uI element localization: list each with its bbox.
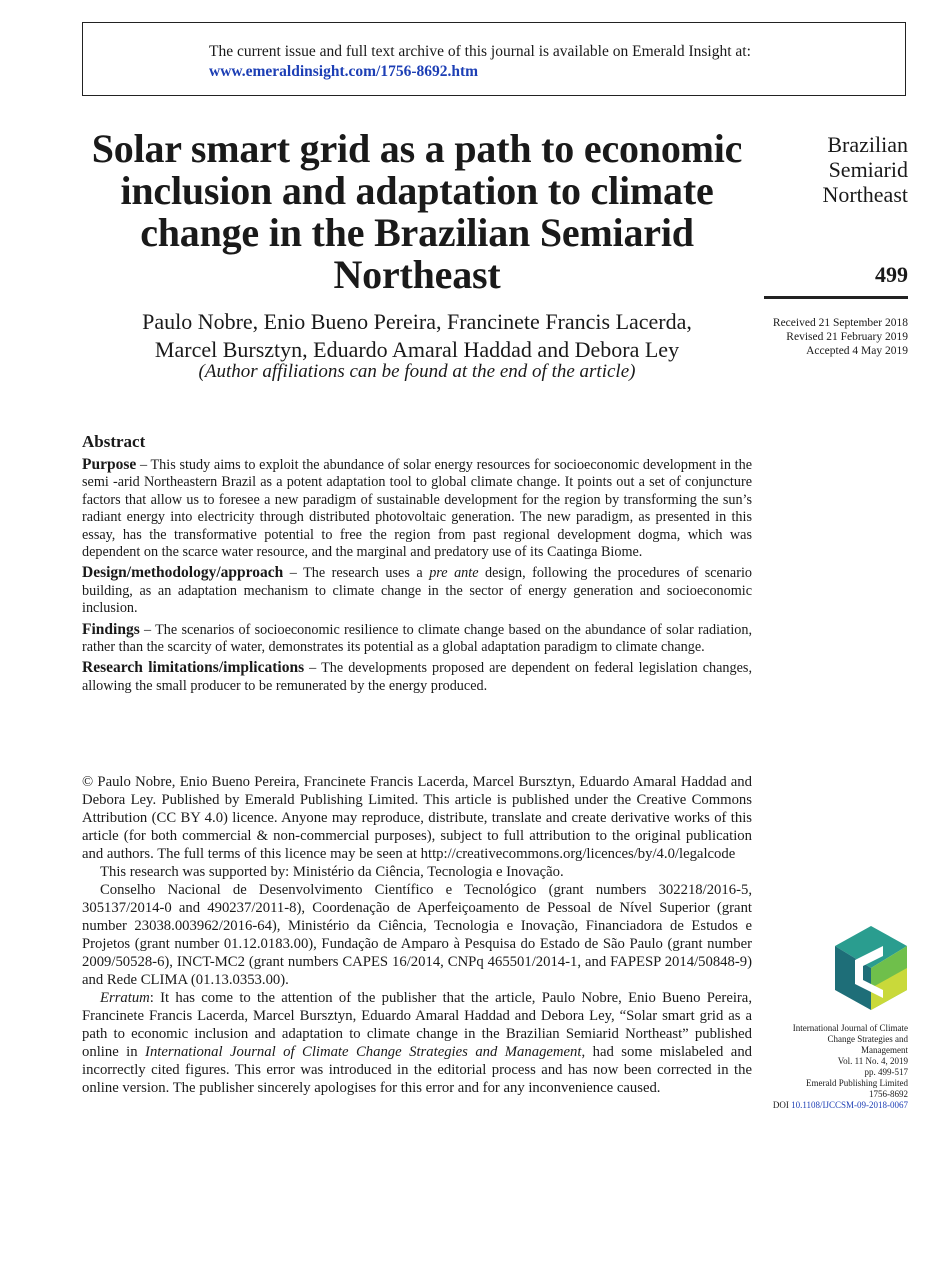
- emerald-publishing-logo-icon: [833, 924, 909, 1012]
- journal-availability-box: [82, 22, 906, 96]
- footnotes-section: [82, 773, 752, 1097]
- sidebar-rule: [764, 296, 908, 299]
- journal-issn: 1756-8692: [869, 1089, 908, 1099]
- limitations-label: Research limitations/implications: [82, 659, 305, 677]
- findings-label: Findings: [82, 620, 140, 638]
- erratum-note: [82, 989, 752, 1097]
- author-list: [82, 308, 752, 364]
- page-number: 499: [875, 262, 908, 287]
- erratum-text-1: : It has come to the attention of the publisher that the article, Paulo Nobre, Enio Bueno Pereira, Francinete Francis Lacerda, Marcel Bursztyn, Eduardo Amaral Haddad and Debora Ley, “Solar smart grid as a path to economic inclusion and adaptation to climate change in the Brazilian Semiarid Northeast” published online in: [82, 990, 752, 1060]
- limitations-text: – The developments proposed are dependent on federal legislation changes, allowing the small producer to be remunerated by the energy produced.: [82, 660, 752, 694]
- findings-text: – The scenarios of socioeconomic resilience to climate change based on the abundance of solar radiation, rather than the scarcity of water, demonstrates its potential as a global adaptation paradigm to climate change.: [82, 621, 752, 656]
- received-date: Received 21 September 2018: [772, 317, 908, 329]
- abstract-findings: [82, 621, 752, 657]
- running-title-line-2: Semiarid: [828, 157, 908, 182]
- journal-name-1: International Journal of Climate: [792, 1023, 908, 1033]
- accepted-date: Accepted 4 May 2019: [806, 345, 908, 357]
- copyright-note: © Paulo Nobre, Enio Bueno Pereira, Francinete Francis Lacerda, Marcel Bursztyn, Eduardo Amaral Haddad and Debora Ley. Published by Emerald Publishing Limited. This article is published under the Creative Commons Attribution (CC BY 4.0) licence. Anyone may reproduce, distribute, translate and create derivative works of this article (for both commercial & non-commercial purposes), subject to full attribution to the original publication and authors. The full terms of this licence may be seen at http://creativecommons.org/licences/by/4.0/legalcode: [82, 774, 752, 862]
- support-note: This research was supported by: Ministério da Ciência, Tecnologia e Inovação.: [100, 864, 564, 880]
- erratum-text-2: , had some mislabeled and incorrectly cited figures. This error was introduced in the editorial process and has now been corrected in the online version. The publisher sincerely apologises for this error and for any inconvenience caused.: [82, 1044, 753, 1096]
- doi-link[interactable]: 10.1108/IJCCSM-09-2018-0067: [791, 1100, 908, 1110]
- abstract-limitations: [82, 659, 752, 695]
- grants-note: Conselho Nacional de Desenvolvimento Científico e Tecnológico (grant numbers 302218/2016-5, 305137/2014-0 and 490237/2011-8), Coordenação de Aperfeiçoamento de Pessoal de Nível Superior (grant number 23038.003962/2016-64), Ministério da Ciência, Tecnologia e Inovação, Financiadora de Estudos e Projetos (grant number 01.12.0183.00), Fundação de Amparo à Pesquisa do Estado de São Paulo (grant number 2009/50528-6), INCT-MC2 (grant numbers CAPES 16/2014, CNPq 465501/2014-1, and FAPESP 2014/50848-9) and Rede CLIMA (01.13.0353.00).: [82, 882, 752, 988]
- abstract-section: [82, 432, 752, 698]
- design-text-emphasis: pre ante: [429, 565, 479, 582]
- abstract-purpose: [82, 456, 752, 561]
- design-label: Design/methodology/approach: [82, 564, 284, 582]
- article-title: Solar smart grid as a path to economic inclusion and adaptation to climate change in the Brazilian Semiarid Northeast: [91, 126, 743, 297]
- running-title-line-3: Northeast: [822, 182, 908, 207]
- purpose-text: – This study aims to exploit the abundance of solar energy resources for socioeconomic development in the semi -arid Northeastern Brazil as a potent adaptation tool to global climate change. It points out a set of conjuncture factors that allow us to foresee a new paradigm of sustainable development for the region by transforming the sun’s radiant energy into electricity through distributed photovoltaic generation. The new paradigm, as presented in this essay, has the transformative potential to free the region from past regional development dogma, which was dependent on the scarce water resource, and the marginal and predatory use of its Caatinga Biome.: [82, 457, 752, 561]
- history-dates: [773, 316, 908, 358]
- journal-volume: Vol. 11 No. 4, 2019: [837, 1056, 908, 1066]
- journal-name-2: Change Strategies and: [827, 1034, 908, 1044]
- journal-name-3: Management: [861, 1045, 908, 1055]
- running-title-line-1: Brazilian: [827, 132, 908, 157]
- journal-info: [768, 1023, 908, 1111]
- availability-text: The current issue and full text archive of this journal is available on Emerald Insight at:: [209, 43, 751, 60]
- erratum-journal: International Journal of Climate Change Strategies and Management: [145, 1044, 582, 1060]
- purpose-label: Purpose: [82, 456, 137, 473]
- erratum-label: Erratum: [100, 990, 150, 1006]
- abstract-heading: Abstract: [82, 432, 146, 451]
- design-text-pre: – The research uses a: [283, 565, 430, 582]
- authors-line-2: Marcel Bursztyn, Eduardo Amaral Haddad and Debora Ley: [154, 337, 680, 362]
- journal-doi: [768, 1100, 908, 1111]
- journal-pages: pp. 499-517: [864, 1067, 908, 1077]
- authors-line-1: Paulo Nobre, Enio Bueno Pereira, Francinete Francis Lacerda,: [142, 309, 692, 334]
- journal-url-link[interactable]: www.emeraldinsight.com/1756-8692.htm: [209, 63, 479, 80]
- running-title: [822, 132, 908, 207]
- abstract-design: [82, 564, 752, 617]
- journal-publisher: Emerald Publishing Limited: [806, 1078, 908, 1088]
- revised-date: Revised 21 February 2019: [786, 331, 908, 343]
- design-text-post: design, following the procedures of scenario building, as an adaptation mechanism to climate change in the sector of energy generation and socioeconomic inclusion.: [82, 565, 752, 617]
- doi-label: DOI: [772, 1100, 789, 1110]
- affiliations-note: (Author affiliations can be found at the end of the article): [198, 361, 636, 382]
